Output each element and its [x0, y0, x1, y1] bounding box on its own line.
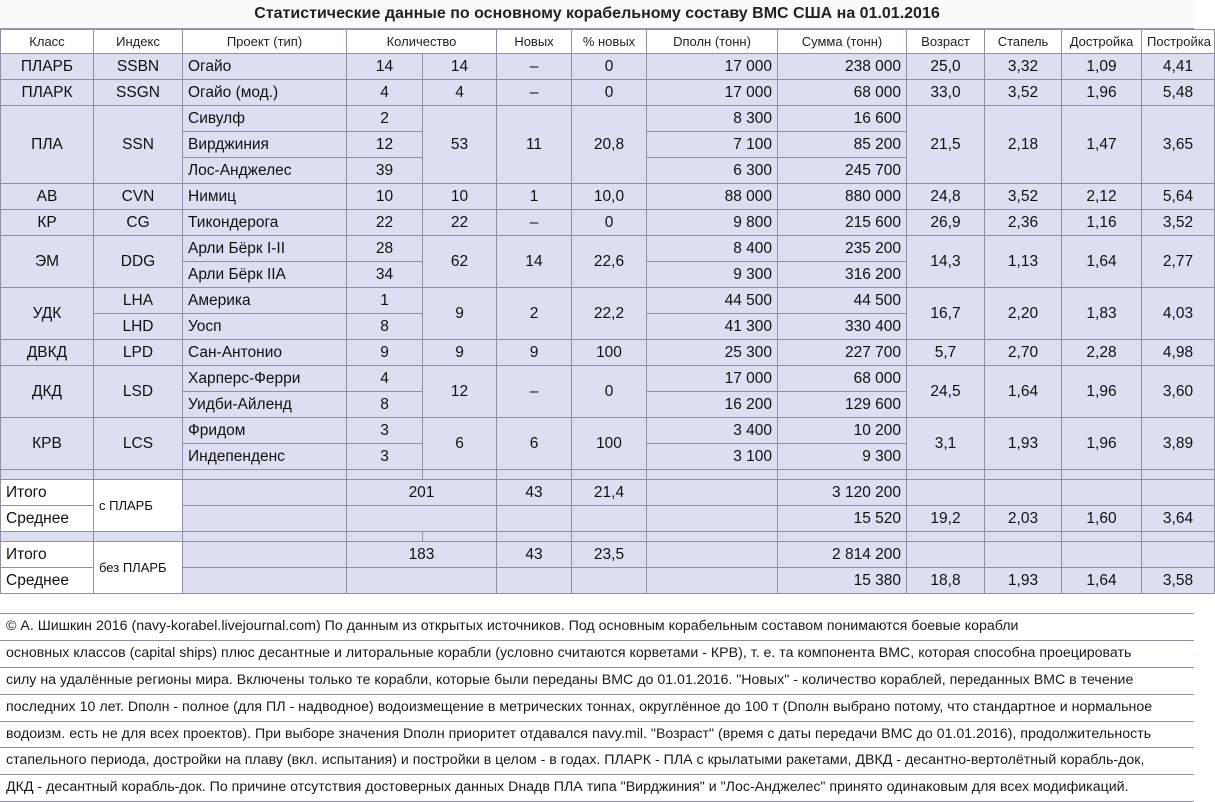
count-cell: 34 — [347, 262, 423, 288]
table-cell — [572, 506, 647, 532]
fitting-cell: 1,09 — [1062, 54, 1142, 80]
fitting-cell: 1,96 — [1062, 366, 1142, 418]
column-header: Стапель — [985, 30, 1062, 54]
count-cell: 2 — [347, 106, 423, 132]
fitting-cell: 1,64 — [1062, 236, 1142, 288]
displacement-cell: 44 500 — [647, 288, 778, 314]
project-cell: Харперс-Ферри — [183, 366, 347, 392]
build-cell: 3,65 — [1142, 106, 1215, 184]
summary-fitting: 1,60 — [1062, 506, 1142, 532]
slipway-cell: 3,32 — [985, 54, 1062, 80]
column-header: % новых — [572, 30, 647, 54]
total-count-cell: 12 — [423, 366, 497, 418]
spacer-cell — [985, 532, 1062, 542]
project-cell: Америка — [183, 288, 347, 314]
summary-count: 201 — [347, 480, 497, 506]
build-cell: 4,41 — [1142, 54, 1215, 80]
pct-new-cell: 0 — [572, 80, 647, 106]
summary-label: Среднее — [1, 506, 94, 532]
total-count-cell: 22 — [423, 210, 497, 236]
spacer-cell — [1142, 532, 1215, 542]
summary-build: 3,58 — [1142, 568, 1215, 594]
ship-index-cell: LCS — [94, 418, 183, 470]
spacer-cell — [1142, 470, 1215, 480]
table-cell — [985, 542, 1062, 568]
sum-cell: 85 200 — [778, 132, 907, 158]
displacement-cell: 9 300 — [647, 262, 778, 288]
sum-cell: 68 000 — [778, 80, 907, 106]
ship-class-cell: КРВ — [1, 418, 94, 470]
displacement-cell: 6 300 — [647, 158, 778, 184]
pct-new-cell: 0 — [572, 54, 647, 80]
displacement-cell: 7 100 — [647, 132, 778, 158]
pct-new-cell: 100 — [572, 340, 647, 366]
column-header: Количество — [347, 30, 497, 54]
table-cell — [183, 480, 347, 506]
summary-build: 3,64 — [1142, 506, 1215, 532]
summary-fitting: 1,64 — [1062, 568, 1142, 594]
age-cell: 33,0 — [907, 80, 985, 106]
summary-pct-new: 23,5 — [572, 542, 647, 568]
slipway-cell: 1,93 — [985, 418, 1062, 470]
slipway-cell: 3,52 — [985, 184, 1062, 210]
project-cell: Арли Бёрк IIA — [183, 262, 347, 288]
table-title: Статистические данные по основному корабельному составу ВМС США на 01.01.2016 — [0, 0, 1194, 29]
project-cell: Тикондерога — [183, 210, 347, 236]
summary-sum: 2 814 200 — [778, 542, 907, 568]
spacer-cell — [94, 470, 183, 480]
displacement-cell: 17 000 — [647, 80, 778, 106]
count-cell: 14 — [347, 54, 423, 80]
displacement-cell: 8 300 — [647, 106, 778, 132]
summary-age: 19,2 — [907, 506, 985, 532]
footnote-line: ДКД - десантный корабль-док. По причине отсутствия достоверных данных Dнадв ПЛА типа "Вирджиния" и "Лос-Анджелес" принято одинаковым для всех модификаций. — [0, 775, 1194, 802]
project-cell: Огайо (мод.) — [183, 80, 347, 106]
project-cell: Нимиц — [183, 184, 347, 210]
displacement-cell: 25 300 — [647, 340, 778, 366]
count-cell: 8 — [347, 314, 423, 340]
displacement-cell: 9 800 — [647, 210, 778, 236]
ship-class-cell: ПЛАРК — [1, 80, 94, 106]
spacer-cell — [778, 532, 907, 542]
displacement-cell: 88 000 — [647, 184, 778, 210]
count-cell: 9 — [347, 340, 423, 366]
spacer-cell — [94, 532, 183, 542]
spacer-cell — [1, 470, 94, 480]
spacer-cell — [1, 532, 94, 542]
total-count-cell: 53 — [423, 106, 497, 184]
footnote-line: силу на удалённые регионы мира. Включены только те корабли, которые были переданы ВМС до 01.01.2016. "Новых" - количество кораблей, переданных ВМС в течение — [0, 668, 1194, 695]
new-count-cell: – — [497, 80, 572, 106]
table-cell — [183, 506, 347, 532]
table-header-row — [1, 30, 1215, 54]
table-row — [1, 184, 1215, 210]
total-count-cell: 9 — [423, 288, 497, 340]
footnote-line: водоизм. есть не для всех проектов). При выборе значения Dполн приоритет отдавался navy.mil. "Возраст" (время с даты передачи ВМС до 01.01.2016), продолжительность — [0, 722, 1194, 749]
table-cell — [1142, 542, 1215, 568]
ship-class-cell: КР — [1, 210, 94, 236]
count-cell: 12 — [347, 132, 423, 158]
new-count-cell: 11 — [497, 106, 572, 184]
spacer-cell — [183, 470, 347, 480]
column-header: Класс — [1, 30, 94, 54]
project-cell: Арли Бёрк I-II — [183, 236, 347, 262]
count-cell: 4 — [347, 80, 423, 106]
table-cell — [907, 542, 985, 568]
sum-cell: 245 700 — [778, 158, 907, 184]
sum-cell: 235 200 — [778, 236, 907, 262]
table-row — [1, 418, 1215, 444]
summary-average-row — [1, 506, 1215, 532]
displacement-cell: 41 300 — [647, 314, 778, 340]
fitting-cell: 2,28 — [1062, 340, 1142, 366]
new-count-cell: 6 — [497, 418, 572, 470]
displacement-cell: 3 400 — [647, 418, 778, 444]
age-cell: 24,5 — [907, 366, 985, 418]
table-cell — [1142, 480, 1215, 506]
spacer-cell — [497, 470, 572, 480]
total-count-cell: 9 — [423, 340, 497, 366]
table-cell — [647, 568, 778, 594]
ship-index-cell: SSN — [94, 106, 183, 184]
ship-class-cell: ПЛАРБ — [1, 54, 94, 80]
ship-index-cell: CVN — [94, 184, 183, 210]
summary-label: Итого — [1, 480, 94, 506]
spacer-cell — [347, 532, 423, 542]
slipway-cell: 3,52 — [985, 80, 1062, 106]
build-cell: 3,60 — [1142, 366, 1215, 418]
total-count-cell: 14 — [423, 54, 497, 80]
ship-index-cell: LPD — [94, 340, 183, 366]
column-header: Постройка — [1142, 30, 1215, 54]
spacer-row — [1, 532, 1215, 542]
summary-avg-displacement: 15 380 — [778, 568, 907, 594]
ship-class-cell: ДВКД — [1, 340, 94, 366]
slipway-cell: 1,64 — [985, 366, 1062, 418]
summary-slipway: 1,93 — [985, 568, 1062, 594]
pct-new-cell: 22,2 — [572, 288, 647, 340]
total-count-cell: 10 — [423, 184, 497, 210]
table-cell — [985, 480, 1062, 506]
new-count-cell: – — [497, 54, 572, 80]
fitting-cell: 1,83 — [1062, 288, 1142, 340]
fitting-cell: 1,16 — [1062, 210, 1142, 236]
new-count-cell: 9 — [497, 340, 572, 366]
sum-cell: 330 400 — [778, 314, 907, 340]
pct-new-cell: 0 — [572, 366, 647, 418]
summary-average-row — [1, 568, 1215, 594]
slipway-cell: 2,18 — [985, 106, 1062, 184]
displacement-cell: 8 400 — [647, 236, 778, 262]
table-cell — [183, 568, 347, 594]
new-count-cell: 1 — [497, 184, 572, 210]
summary-total-row — [1, 542, 1215, 568]
table-cell — [647, 480, 778, 506]
sum-cell: 68 000 — [778, 366, 907, 392]
spacer-cell — [423, 470, 497, 480]
table-cell — [907, 480, 985, 506]
ship-class-cell: ДКД — [1, 366, 94, 418]
count-cell: 1 — [347, 288, 423, 314]
age-cell: 14,3 — [907, 236, 985, 288]
project-cell: Фридом — [183, 418, 347, 444]
sum-cell: 227 700 — [778, 340, 907, 366]
table-row — [1, 80, 1215, 106]
spacer-cell — [497, 532, 572, 542]
summary-sum: 3 120 200 — [778, 480, 907, 506]
spacer-cell — [347, 470, 423, 480]
slipway-cell: 2,20 — [985, 288, 1062, 340]
footnote-line: © А. Шишкин 2016 (navy-korabel.livejournal.com) По данным из открытых источников. Под основным корабельным составом понимаются боевые корабли — [0, 613, 1194, 641]
spacer-cell — [572, 470, 647, 480]
sum-cell: 9 300 — [778, 444, 907, 470]
new-count-cell: 14 — [497, 236, 572, 288]
total-count-cell: 62 — [423, 236, 497, 288]
count-cell: 3 — [347, 418, 423, 444]
table-cell — [497, 506, 572, 532]
count-cell: 39 — [347, 158, 423, 184]
displacement-cell: 17 000 — [647, 54, 778, 80]
age-cell: 5,7 — [907, 340, 985, 366]
summary-avg-displacement: 15 520 — [778, 506, 907, 532]
sum-cell: 16 600 — [778, 106, 907, 132]
sum-cell: 316 200 — [778, 262, 907, 288]
project-cell: Сан-Антонио — [183, 340, 347, 366]
new-count-cell: 2 — [497, 288, 572, 340]
sum-cell: 880 000 — [778, 184, 907, 210]
spacer-cell — [778, 470, 907, 480]
column-header: Dполн (тонн) — [647, 30, 778, 54]
count-cell: 28 — [347, 236, 423, 262]
fitting-cell: 2,12 — [1062, 184, 1142, 210]
spacer-row — [1, 470, 1215, 480]
displacement-cell: 3 100 — [647, 444, 778, 470]
fitting-cell: 1,96 — [1062, 80, 1142, 106]
build-cell: 5,48 — [1142, 80, 1215, 106]
summary-note: без ПЛАРБ — [94, 542, 183, 594]
sum-cell: 10 200 — [778, 418, 907, 444]
table-cell — [647, 506, 778, 532]
spacer-cell — [907, 532, 985, 542]
summary-age: 18,8 — [907, 568, 985, 594]
total-count-cell: 6 — [423, 418, 497, 470]
table-cell — [1062, 480, 1142, 506]
count-cell: 4 — [347, 366, 423, 392]
build-cell: 3,89 — [1142, 418, 1215, 470]
footnote — [0, 613, 1194, 797]
ship-class-cell: ЭМ — [1, 236, 94, 288]
project-cell: Уосп — [183, 314, 347, 340]
footnote-line: основных классов (capital ships) плюс десантные и литоральные корабли (условно считаются корветами - КРВ), т. е. та компонента ВМС, которая способна проецировать — [0, 641, 1194, 668]
column-header: Сумма (тонн) — [778, 30, 907, 54]
ship-index-cell: LHD — [94, 314, 183, 340]
sum-cell: 129 600 — [778, 392, 907, 418]
sum-cell: 238 000 — [778, 54, 907, 80]
table-row — [1, 366, 1215, 392]
project-cell: Индепенденс — [183, 444, 347, 470]
fitting-cell: 1,47 — [1062, 106, 1142, 184]
table-row — [1, 340, 1215, 366]
total-count-cell: 4 — [423, 80, 497, 106]
count-cell: 3 — [347, 444, 423, 470]
ship-index-cell: LSD — [94, 366, 183, 418]
pct-new-cell: 20,8 — [572, 106, 647, 184]
spacer-cell — [907, 470, 985, 480]
spacer-cell — [1062, 470, 1142, 480]
pct-new-cell: 10,0 — [572, 184, 647, 210]
table-cell — [497, 568, 572, 594]
pct-new-cell: 22,6 — [572, 236, 647, 288]
ship-index-cell: DDG — [94, 236, 183, 288]
fleet-statistics-table — [0, 29, 1215, 594]
ship-index-cell: CG — [94, 210, 183, 236]
count-cell: 10 — [347, 184, 423, 210]
age-cell: 26,9 — [907, 210, 985, 236]
spacer-cell — [1062, 532, 1142, 542]
summary-pct-new: 21,4 — [572, 480, 647, 506]
table-cell — [572, 568, 647, 594]
spacer-cell — [647, 470, 778, 480]
project-cell: Сивулф — [183, 106, 347, 132]
build-cell: 2,77 — [1142, 236, 1215, 288]
column-header: Возраст — [907, 30, 985, 54]
project-cell: Лос-Анджелес — [183, 158, 347, 184]
footnote-line: последних 10 лет. Dполн - полное (для ПЛ - надводное) водоизмещение в метрических тоннах, округлённое до 100 т (Dполн выбрано потому, что стандартное и нормальное — [0, 695, 1194, 722]
ship-class-cell: АВ — [1, 184, 94, 210]
spacer-cell — [183, 532, 347, 542]
ship-index-cell: LHA — [94, 288, 183, 314]
summary-note: с ПЛАРБ — [94, 480, 183, 532]
ship-index-cell: SSBN — [94, 54, 183, 80]
table-cell — [647, 542, 778, 568]
slipway-cell: 1,13 — [985, 236, 1062, 288]
new-count-cell: – — [497, 210, 572, 236]
age-cell: 3,1 — [907, 418, 985, 470]
ship-class-cell: УДК — [1, 288, 94, 340]
summary-total-row — [1, 480, 1215, 506]
new-count-cell: – — [497, 366, 572, 418]
age-cell: 24,8 — [907, 184, 985, 210]
spacer-cell — [647, 532, 778, 542]
project-cell: Вирджиния — [183, 132, 347, 158]
summary-count: 183 — [347, 542, 497, 568]
count-cell: 22 — [347, 210, 423, 236]
project-cell: Огайо — [183, 54, 347, 80]
build-cell: 5,64 — [1142, 184, 1215, 210]
column-header: Проект (тип) — [183, 30, 347, 54]
build-cell: 4,98 — [1142, 340, 1215, 366]
column-header: Достройка — [1062, 30, 1142, 54]
table-cell — [347, 568, 497, 594]
footnote-line: стапельного периода, достройки на плаву (вкл. испытания) и постройки в целом - в годах. ПЛАРК - ПЛА с крылатыми ракетами, ДВКД - десантно-вертолётный корабль-док, — [0, 748, 1194, 775]
summary-new: 43 — [497, 542, 572, 568]
table-row — [1, 236, 1215, 262]
slipway-cell: 2,36 — [985, 210, 1062, 236]
age-cell: 25,0 — [907, 54, 985, 80]
pct-new-cell: 100 — [572, 418, 647, 470]
summary-slipway: 2,03 — [985, 506, 1062, 532]
build-cell: 3,52 — [1142, 210, 1215, 236]
spacer-cell — [572, 532, 647, 542]
column-header: Индекс — [94, 30, 183, 54]
count-cell: 8 — [347, 392, 423, 418]
table-cell — [183, 542, 347, 568]
displacement-cell: 16 200 — [647, 392, 778, 418]
table-cell — [1062, 542, 1142, 568]
table-row — [1, 106, 1215, 132]
build-cell: 4,03 — [1142, 288, 1215, 340]
table-row — [1, 54, 1215, 80]
age-cell: 16,7 — [907, 288, 985, 340]
sum-cell: 44 500 — [778, 288, 907, 314]
ship-index-cell: SSGN — [94, 80, 183, 106]
slipway-cell: 2,70 — [985, 340, 1062, 366]
table-row — [1, 288, 1215, 314]
table-row — [1, 210, 1215, 236]
ship-class-cell: ПЛА — [1, 106, 94, 184]
pct-new-cell: 0 — [572, 210, 647, 236]
summary-new: 43 — [497, 480, 572, 506]
fitting-cell: 1,96 — [1062, 418, 1142, 470]
column-header: Новых — [497, 30, 572, 54]
age-cell: 21,5 — [907, 106, 985, 184]
spacer-cell — [985, 470, 1062, 480]
displacement-cell: 17 000 — [647, 366, 778, 392]
spacer-cell — [423, 532, 497, 542]
summary-label: Итого — [1, 542, 94, 568]
summary-label: Среднее — [1, 568, 94, 594]
sum-cell: 215 600 — [778, 210, 907, 236]
project-cell: Уидби-Айленд — [183, 392, 347, 418]
table-cell — [347, 506, 497, 532]
